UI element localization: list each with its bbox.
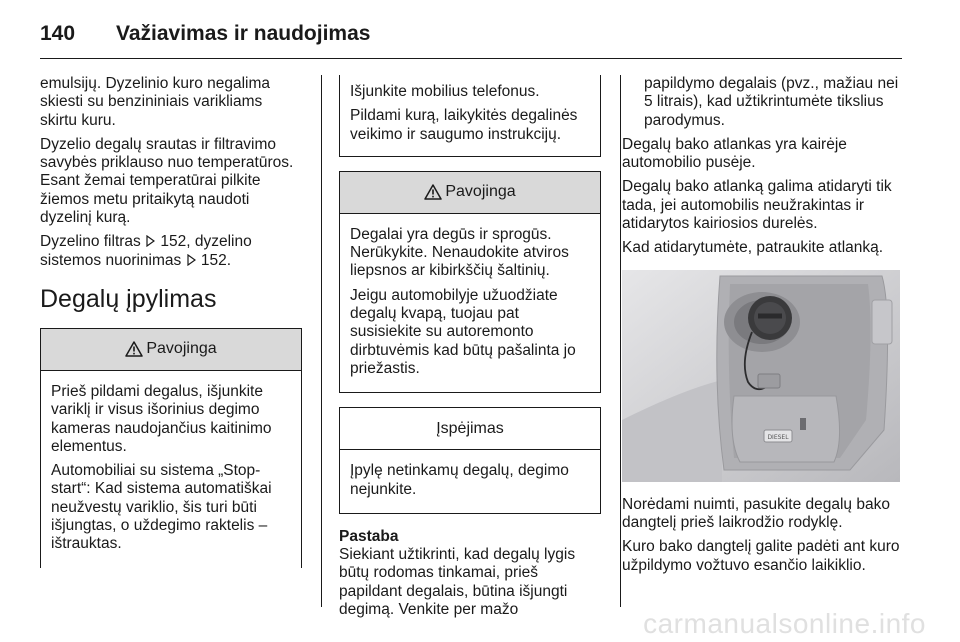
paragraph: Norėdami nuimti, pasukite degalų bako dangtelį prieš laikrodžio rodyklę. — [622, 495, 890, 531]
note-text: Siekiant užtikrinti, kad degalų lygis būtų rodomas tinkamai, prieš papildant degalais, būtina išjungti degimą. Venkite per mažo — [339, 546, 576, 619]
paragraph: Kad atidarytumėte, patraukite atlanką. — [622, 239, 884, 257]
ref-text: Dyzelino filtras — [40, 233, 141, 251]
paragraph: Įpylę netinkamų degalų, degimo nejunkite. — [350, 462, 569, 498]
caution-label: Įspėjimas — [436, 419, 504, 437]
danger-label: Pavojinga — [445, 183, 516, 201]
caution-box-header — [340, 408, 600, 450]
ref-text: 152. — [196, 251, 232, 269]
column-divider-2 — [620, 75, 621, 607]
page-reference-icon[interactable] — [187, 254, 196, 266]
watermark: carmanualsonline.info — [643, 608, 926, 639]
page-reference-icon[interactable] — [146, 235, 155, 247]
paragraph: Jeigu automobilyje užuodžiate degalų kvapą, tuojau pat susisiekite su autoremonto dirbtuvėmis kad būtų pašalinta jo priežastis. — [350, 286, 576, 377]
danger-box-body — [41, 371, 301, 568]
note-title: Pastaba — [339, 527, 399, 545]
paragraph: Prieš pildami degalus, išjunkite variklį ir visus išorinius degimo kameras naudojančius kaitinimo elementus. — [51, 382, 272, 455]
column-3 — [622, 75, 904, 581]
column-divider-1 — [321, 75, 322, 607]
photo-label: DIESEL — [767, 433, 789, 441]
paragraph: Degalai yra degūs ir sprogūs. Nerūkykite. Nenaudokite atviros liepsnos ar kibirkščių šaltinių. — [350, 225, 569, 280]
header-divider — [40, 58, 902, 59]
chapter-title: Važiavimas ir naudojimas — [116, 22, 371, 45]
danger-box — [339, 171, 601, 393]
warning-triangle-icon — [424, 184, 442, 200]
paragraph: Išjunkite mobilius telefonus. — [350, 83, 540, 100]
danger-box-header — [340, 172, 600, 214]
page-header — [40, 14, 370, 54]
danger-box-body — [340, 214, 600, 392]
column-2 — [339, 75, 601, 625]
paragraph: Kuro bako dangtelį galite padėti ant kuro užpildymo vožtuvo esančio laikiklio. — [622, 538, 900, 574]
column-1 — [40, 75, 302, 582]
paragraph-with-references — [40, 233, 302, 270]
ref-text: 152, dyzelino sistemos nuorinimas — [40, 233, 252, 269]
caution-box-body — [340, 450, 600, 513]
warning-triangle-icon — [125, 341, 143, 357]
danger-label: Pavojinga — [146, 340, 217, 358]
paragraph: Degalų bako atlankas yra kairėje automobilio pusėje. — [622, 135, 847, 172]
paragraph: Dyzelio degalų srautas ir filtravimo savybės priklauso nuo temperatūros. Esant žemai temperatūrai pilkite žiemos metu pritaikytą naudoti dyzelinį kurą. — [40, 135, 294, 227]
fuel-filler-flap-photo — [622, 270, 900, 482]
danger-box-continued — [339, 75, 601, 157]
paragraph: papildymo degalais (pvz., mažiau nei 5 litrais), kad užtikrintumėte tikslius parodymus. — [644, 75, 899, 129]
section-title: Degalų įpylimas — [40, 284, 217, 313]
caution-box — [339, 407, 601, 514]
danger-box — [40, 328, 302, 568]
paragraph: Pildami kurą, laikykitės degalinės veikimo ir saugumo instrukcijų. — [350, 107, 578, 143]
page-number: 140 — [40, 22, 76, 45]
paragraph: Degalų bako atlanką galima atidaryti tik tada, jei automobilis neužrakintas ir atidarytos kairiosios durelės. — [622, 178, 892, 233]
paragraph: Automobiliai su sistema „Stop-start“: Kad sistema automatiškai neužvestų variklio, šis turi būti išjungtas, o uždegimo raktelis – ištrauktas. — [51, 462, 272, 553]
danger-box-header — [41, 329, 301, 371]
paragraph: emulsijų. Dyzelinio kuro negalima skiesti su benzininiais varikliams skirtu kuru. — [40, 75, 271, 129]
